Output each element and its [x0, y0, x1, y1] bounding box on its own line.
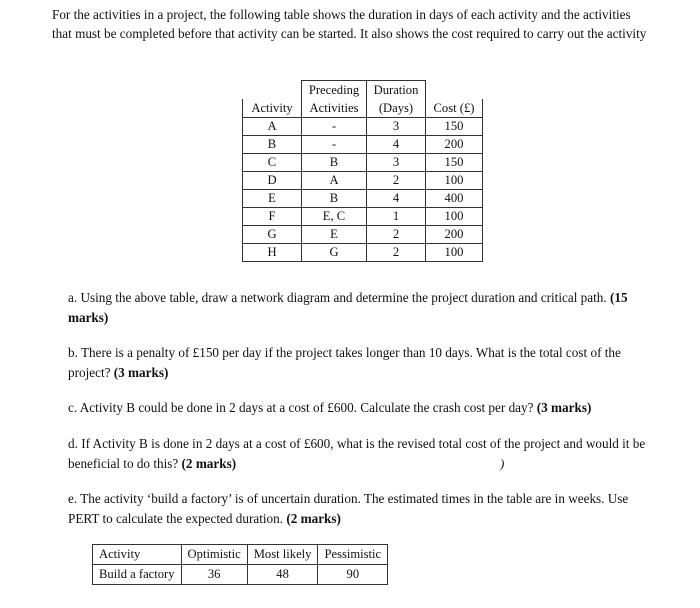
cell-activity: A [243, 118, 302, 136]
cell-activity: E [243, 190, 302, 208]
cell-duration: 2 [367, 226, 426, 244]
table-row [243, 154, 483, 172]
cell-duration: 3 [367, 154, 426, 172]
cell-activity: B [243, 136, 302, 154]
cell-duration: 2 [367, 244, 426, 262]
activity-table [242, 80, 483, 262]
question-d-marks: (2 marks) [181, 456, 237, 471]
question-a-marks: (15 marks) [68, 290, 628, 325]
header-preceding-bottom: Activities [302, 99, 367, 118]
cell-cost: 400 [426, 190, 483, 208]
cell-cost: 100 [426, 172, 483, 190]
question-b-marks: (3 marks) [113, 365, 169, 380]
cell-duration: 4 [367, 136, 426, 154]
cell-cost: 150 [426, 118, 483, 136]
header-activity: Activity [243, 99, 302, 118]
pert-header-pessimistic: Pessimistic [318, 545, 388, 565]
table-row [243, 190, 483, 208]
cell-preceding: E, C [302, 208, 367, 226]
cell-activity: H [243, 244, 302, 262]
cell-cost: 200 [426, 136, 483, 154]
pert-header-activity: Activity [93, 545, 182, 565]
cell-activity: F [243, 208, 302, 226]
pert-cell-pessimistic: 90 [318, 565, 388, 585]
header-duration-top: Duration [367, 81, 426, 100]
header-cost: Cost (£) [426, 99, 483, 118]
stray-pen-mark: ) [500, 456, 505, 471]
pert-data-row [93, 565, 388, 585]
question-a [68, 288, 658, 328]
table-row [243, 226, 483, 244]
activity-table-header-row-1 [243, 81, 483, 100]
table-row [243, 208, 483, 226]
question-d-text: d. If Activity B is done in 2 days at a cost of £600, what is the revised total cost of the project and would it be beneficial to do this? [68, 436, 646, 471]
pert-header-most-likely: Most likely [247, 545, 318, 565]
cell-duration: 1 [367, 208, 426, 226]
question-e-marks: (2 marks) [286, 511, 341, 526]
cell-cost: 100 [426, 208, 483, 226]
cell-activity: G [243, 226, 302, 244]
question-c-text: c. Activity B could be done in 2 days at a cost of £600. Calculate the crash cost per day? [68, 400, 537, 415]
header-blank [243, 81, 302, 100]
cell-duration: 4 [367, 190, 426, 208]
cell-preceding: E [302, 226, 367, 244]
header-duration-bottom: (Days) [367, 99, 426, 118]
pert-cell-activity: Build a factory [93, 565, 182, 585]
cell-preceding: B [302, 154, 367, 172]
cell-activity: C [243, 154, 302, 172]
cell-activity: D [243, 172, 302, 190]
pert-cell-most-likely: 48 [247, 565, 318, 585]
cell-cost: 100 [426, 244, 483, 262]
question-e [68, 489, 658, 529]
question-a-text: a. Using the above table, draw a network diagram and determine the project duration and critical path. [68, 290, 610, 305]
pert-table [92, 544, 388, 585]
cell-cost: 200 [426, 226, 483, 244]
cell-preceding: - [302, 118, 367, 136]
cell-duration: 2 [367, 172, 426, 190]
pert-header-row [93, 545, 388, 565]
activity-table-body [243, 118, 483, 262]
header-preceding-top: Preceding [302, 81, 367, 100]
table-row [243, 244, 483, 262]
cell-preceding: - [302, 136, 367, 154]
question-d [68, 434, 658, 474]
cell-duration: 3 [367, 118, 426, 136]
question-e-text: e. The activity ‘build a factory’ is of uncertain duration. The estimated times in the table are in weeks. Use PERT to calculate the expected duration. [68, 491, 629, 526]
question-c [68, 398, 658, 418]
cell-cost: 150 [426, 154, 483, 172]
cell-preceding: A [302, 172, 367, 190]
pert-header-optimistic: Optimistic [181, 545, 247, 565]
activity-table-header-row-2 [243, 99, 483, 118]
question-c-marks: (3 marks) [536, 400, 592, 415]
question-b-text: b. There is a penalty of £150 per day if the project takes longer than 10 days. What is the total cost of the project? [68, 345, 621, 380]
question-b [68, 343, 658, 383]
intro-paragraph: For the activities in a project, the following table shows the duration in days of each activity and the activities that must be completed before that activity can be started. It also shows the cost required to carry out the activity [52, 7, 647, 41]
cell-preceding: B [302, 190, 367, 208]
header-blank [426, 81, 483, 100]
cell-preceding: G [302, 244, 367, 262]
table-row [243, 136, 483, 154]
pert-cell-optimistic: 36 [181, 565, 247, 585]
table-row [243, 172, 483, 190]
table-row [243, 118, 483, 136]
